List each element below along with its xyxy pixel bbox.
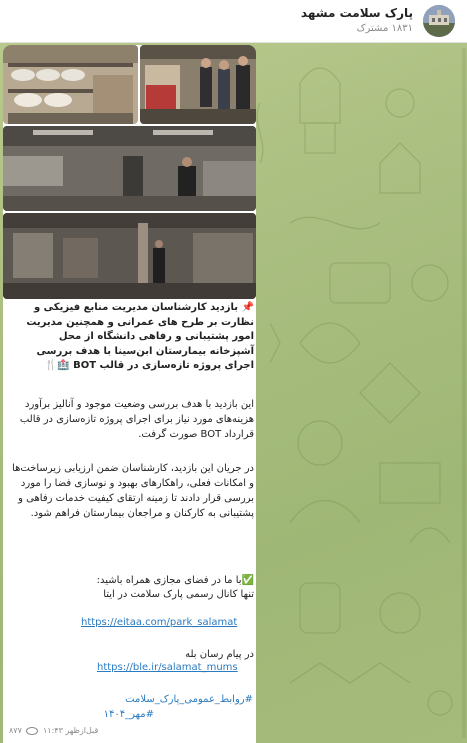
eitaa-link[interactable]: https://eitaa.com/park_salamat (81, 617, 238, 628)
message-meta (9, 726, 98, 735)
pin-icon: 📌 (241, 302, 254, 313)
post-paragraph-2: در جریان این بازدید، کارشناسان ضمن ارزیابی زیرساخت‌ها و امکانات فعلی، راهکارهای بهبود و نوسازی فضا را مورد بررسی قرار دادند تا زمینه ارتقای کیفیت خدمات رفاهی و پشتیبانی به کارکنان و مراجعان بیمارستان فراهم شود. (12, 463, 254, 519)
bale-link[interactable]: https://ble.ir/salamat_mums (97, 662, 238, 673)
post-paragraph-1: این بازدید با هدف بررسی وضعیت موجود و آنالیز برآورد هزینه‌های مورد نیاز برای اجرای پروژه تازه‌سازی در قالب قرارداد BOT صورت گرفت. (19, 399, 254, 440)
view-count: ۸۷۷ (9, 726, 22, 735)
post-photo-4[interactable] (3, 213, 256, 299)
hashtag-date[interactable]: #مهر_۱۴۰۴ (103, 709, 154, 720)
bale-label: در پیام رسان بله (185, 649, 254, 660)
subscriber-count: ۱۸۳۱ مشترک (356, 23, 413, 34)
post-headline (12, 301, 254, 374)
channel-avatar[interactable] (423, 5, 455, 37)
headline-text: بازدید کارشناسان مدیریت منابع فیزیکی و نظارت بر طرح های عمرانی و همچنین مدیریت امور پشتیبانی و رفاهی دانشگاه از محل آشپزخانه بیمارستان ابن‌سینا با هدف بررسی اجرای پروژه تازه‌سازی در قالب BOT 🏥🍴 (26, 302, 254, 371)
post-photo-1[interactable] (3, 45, 138, 124)
hashtag-public-relations[interactable]: #روابط_عمومی_پارک_سلامت (125, 694, 253, 705)
post-photo-2[interactable] (140, 45, 256, 124)
message-bubble[interactable] (3, 45, 256, 743)
message-time: ۱۱:۴۳ قبل‌ازظهر (42, 726, 99, 735)
post-photo-3[interactable] (3, 126, 256, 211)
official-channel-line: تنها کانال رسمی پارک سلامت در ایتا (103, 589, 254, 600)
join-line: ✅با ما در فضای مجازی همراه باشید: (96, 575, 254, 586)
eye-icon (26, 727, 38, 735)
scrollbar[interactable] (462, 48, 466, 738)
channel-header[interactable] (0, 0, 467, 43)
channel-name[interactable]: پارک سلامت مشهد (300, 6, 413, 20)
